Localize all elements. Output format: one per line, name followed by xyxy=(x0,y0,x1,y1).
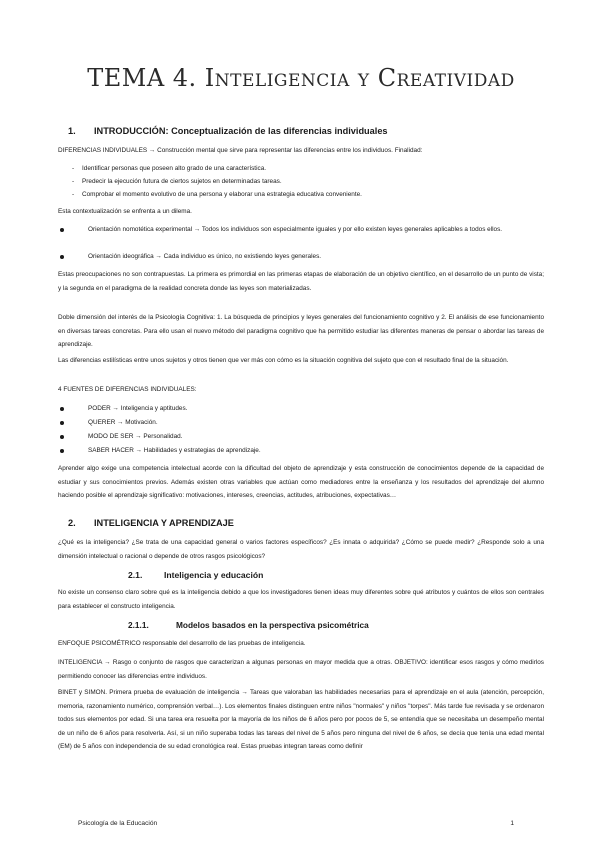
subsection-number: 2.1. xyxy=(128,570,143,580)
footer-course: Psicología de la Educación xyxy=(78,820,158,827)
paragraph: ENFOQUE PSICOMÉTRICO responsable del desarrollo de las pruebas de inteligencia. xyxy=(58,640,306,647)
paragraph: Estas preocupaciones no son contrapuestas. La primera es primordial en las primeras etapas de elaboración de un objetivo científico, en el desarrollo de un punto de vista; y la segunda en el paradigma de la realidad concreta donde las leyes son materializadas. xyxy=(58,271,544,292)
paragraph: Las diferencias estilísticas entre unos sujetos y otros tienen que ver más con cómo es la situación cognitiva del sujeto que con el resultado final de la situación. xyxy=(58,357,509,364)
paragraph: Doble dimensión del interés de la Psicología Cognitiva: 1. La búsqueda de principios y leyes generales del funcionamiento cognitivo y 2. El análisis de ese funcionamiento en diversas tareas concretas. Para ello usan el nuevo método del paradigma cognitivo que ha permitido estudiar las diferentes maneras de pensar o abordar las tareas de aprendizaje. xyxy=(58,314,544,349)
paragraph: ¿Qué es la inteligencia? ¿Se trata de una capacidad general o varios factores específicos? ¿Es innata o adquirida? ¿Cómo se puede medir? ¿Responde solo a una dimensión intelectual o racional o depende de otros rasgos psicológicos? xyxy=(58,539,544,560)
paragraph: INTELIGENCIA → Rasgo o conjunto de rasgos que caracterizan a algunas personas en mayor medida que a otras. OBJETIVO: identificar esos rasgos y cómo medirlos permitiendo conocer las diferencias entre individuos. xyxy=(58,659,544,680)
paragraph: Aprender algo exige una competencia intelectual acorde con la dificultad del objeto de aprendizaje y esta construcción de conocimientos depende de la capacidad de estudiar y sus conocimientos previos. Además existen otras variables que actúan como mediadores entre la enseñanza y los resultados del aprendizaje del alumno haciendo posible el aprendizaje significativo: motivaciones, intereses, creencias, actitudes, atribuciones, expectativas… xyxy=(58,465,544,500)
paragraph: DIFERENCIAS INDIVIDUALES → Construcción mental que sirve para representar las diferencias entre los individuos. Finalidad: xyxy=(58,147,423,154)
bullet-item: SABER HACER → Habilidades y estrategias de aprendizaje. xyxy=(88,444,544,458)
bullet-item: QUERER → Motivación. xyxy=(88,416,544,430)
bullet-icon xyxy=(60,435,64,439)
paragraph: 4 FUENTES DE DIFERENCIAS INDIVIDUALES: xyxy=(58,386,197,393)
bullet-item: Orientación ideográfica → Cada individuo es único, no existiendo leyes generales. xyxy=(88,250,544,264)
bullet-icon xyxy=(60,228,64,232)
section-title: INTRODUCCIÓN: Conceptualización de las diferencias individuales xyxy=(94,126,388,136)
paragraph: BINET y SIMON. Primera prueba de evaluación de inteligencia → Tareas que valoraban las habilidades necesarias para el aprendizaje en el aula (atención, percepción, memoria, razonamiento numérico, comprensión verbal…). Los elementos finales distinguen entre niños "normales" y niños "torpes". Más tarde fue revisada y se ordenaron todos sus elementos por edad. Si una tarea era resuelta por la mayoría de los niños de 6 años pero por pocos de 5, se entendía que se necesitaba un desempeño mental de un niño de 6 años para resolverla. Así, si un niño superaba todas las tareas del nivel de 5 años pero ninguna del nivel de 6 años, se decía que tenía una edad mental (EM) de 5 años con independencia de su edad cronológica real. Estas pruebas integran tareas como definir xyxy=(58,689,544,751)
document-page xyxy=(58,0,544,848)
subsubsection-title: Modelos basados en la perspectiva psicométrica xyxy=(176,620,369,630)
section-title: INTELIGENCIA Y APRENDIZAJE xyxy=(94,518,234,528)
bullet-icon xyxy=(60,449,64,453)
section-number: 1. xyxy=(68,126,76,136)
subsubsection-heading xyxy=(128,620,369,630)
footer-page-number: 1 xyxy=(510,820,514,827)
paragraph: Esta contextualización se enfrenta a un dilema. xyxy=(58,208,192,215)
subsubsection-number: 2.1.1. xyxy=(128,620,149,630)
paragraph: No existe un consenso claro sobre qué es la inteligencia debido a que los investigadores tienen ideas muy diferentes sobre qué atributos y cuántos de ellos son centrales para establecer el constructo inteligencia. xyxy=(58,589,544,610)
bullet-item: PODER → Inteligencia y aptitudes. xyxy=(88,402,544,416)
bullet-item: Orientación nomotética experimental → Todos los individuos son especialmente iguales y por ello existen leyes generales aplicables a todos ellos. xyxy=(88,223,544,237)
section-number: 2. xyxy=(68,518,76,528)
subsection-title: Inteligencia y educación xyxy=(164,570,264,580)
subsection-heading xyxy=(128,570,263,580)
bullet-item: MODO DE SER → Personalidad. xyxy=(88,430,544,444)
dash-item: - Identificar personas que poseen alto grado de una característica. xyxy=(72,165,267,172)
bullet-icon xyxy=(60,421,64,425)
bullet-icon xyxy=(60,255,64,259)
section-heading xyxy=(68,126,388,136)
bullet-icon xyxy=(60,407,64,411)
dash-item: - Predecir la ejecución futura de ciertos sujetos en determinadas tareas. xyxy=(72,178,282,185)
section-heading xyxy=(68,518,234,528)
page-title: TEMA 4. Inteligencia y Creatividad xyxy=(87,64,515,92)
dash-item: - Comprobar el momento evolutivo de una persona y elaborar una estrategia educativa conveniente. xyxy=(72,191,362,198)
